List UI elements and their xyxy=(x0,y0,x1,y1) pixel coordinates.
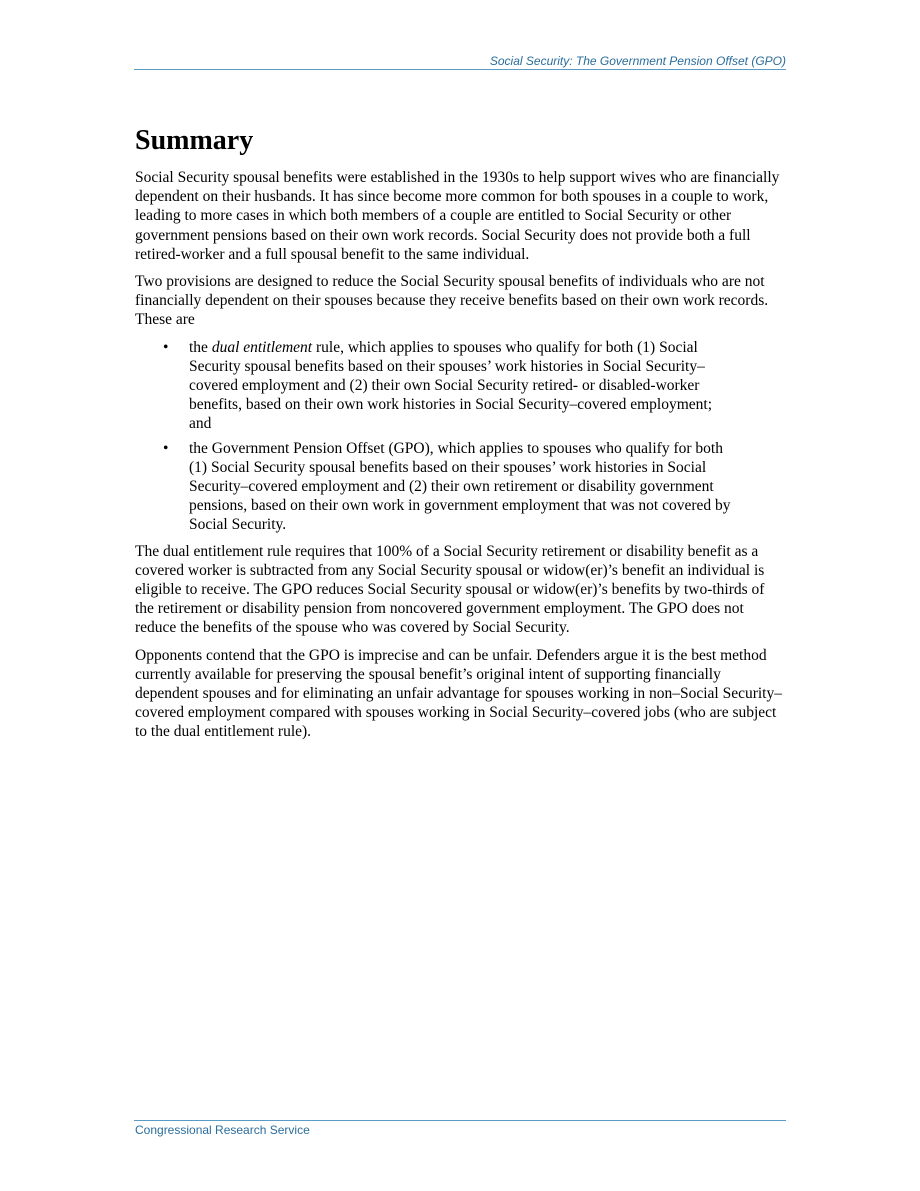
bullet-text: rule, which applies to spouses who qualify for both (1) Social Security spousal benefits based on their spouses’ work histories in Social Security–covered employment and (2) their own Social Security retired- or disabled-worker benefits, based on their own work histories in Social Security–covered employment; and xyxy=(189,338,713,433)
summary-section xyxy=(135,122,786,750)
provisions-list xyxy=(135,338,786,535)
bullet-icon: • xyxy=(163,439,169,457)
intro-paragraph: Social Security spousal benefits were established in the 1930s to help support wives who are financially dependent on their husbands. It has since become more common for both spouses in a couple to work, leading to more cases in which both members of a couple are entitled to Social Security or other government pensions based on their own work records. Social Security does not provide both a full retired-worker and a full spousal benefit to the same individual. xyxy=(135,169,780,263)
bullet-prefix: the xyxy=(189,338,212,356)
bullet-emphasis: dual entitlement xyxy=(211,338,313,356)
header-divider xyxy=(134,69,786,70)
section-title: Summary xyxy=(135,125,254,156)
bullet-text: the Government Pension Offset (GPO), which applies to spouses who qualify for both (1) Social Security spousal benefits based on their spouses’ work histories in Social Security–covered employment and (2) their own retirement or disability government pensions, based on their own work in government employment that was not covered by Social Security. xyxy=(189,439,731,534)
list-item-dual-entitlement xyxy=(135,338,731,434)
provisions-paragraph: Two provisions are designed to reduce the Social Security spousal benefits of individuals who are not financially dependent on their spouses because they receive benefits based on their own work records. These are xyxy=(135,273,769,329)
bullet-icon: • xyxy=(163,338,169,356)
list-item-gpo xyxy=(135,439,731,535)
running-header: Social Security: The Government Pension Offset (GPO) xyxy=(489,54,786,68)
footer-organization: Congressional Research Service xyxy=(135,1123,310,1137)
footer-divider xyxy=(134,1120,786,1121)
opponents-paragraph: Opponents contend that the GPO is imprecise and can be unfair. Defenders argue it is the best method currently available for preserving the spousal benefit’s original intent of supporting financially dependent spouses and for eliminating an unfair advantage for spouses working in non–Social Security–covered employment compared with spouses working in Social Security–covered jobs (who are subject to the dual entitlement rule). xyxy=(135,646,782,741)
dual-entitlement-paragraph: The dual entitlement rule requires that 100% of a Social Security retirement or disability benefit as a covered worker is subtracted from any Social Security spousal or widow(er)’s benefit an individual is eligible to receive. The GPO reduces Social Security spousal or widow(er)’s benefits by two-thirds of the retirement or disability pension from noncovered government employment. The GPO does not reduce the benefits of the spouse who was covered by Social Security. xyxy=(135,542,765,637)
